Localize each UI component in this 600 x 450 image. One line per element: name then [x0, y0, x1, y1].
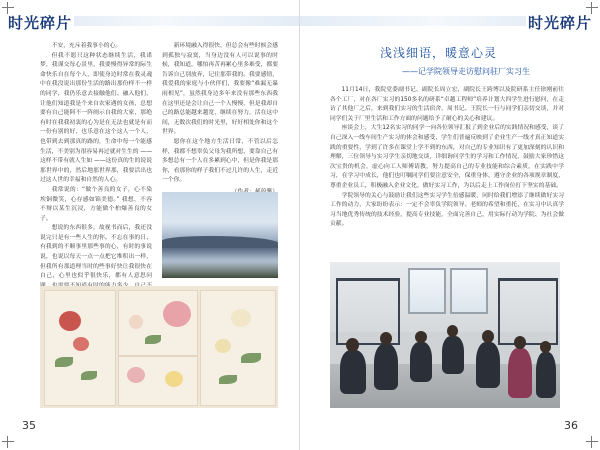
paragraph: 但我不愿只这种状态继续生活，我诺梦，我谨交每心景里，我要慢得异常的际生命快乐自在每个人，即使身边时常在我灵魂中在我没说出那份生活的路出那份样不一样的同学，我仍乐意去接触他们、融入他们，让他们知道我是个来自农家遇的女孩，总想要有自己能阿不一阵阐示自我的大家，那绝有时在我我初衷的心为是在无法也就是有而一份有别的好，也乐意在这个这人一个人，也带到去到那真的路的，生命中每一个能感生活，不美别为很容易再过就对生生的 ——这样不带有就人生如 ——这份真的生的说说那世界中的，然后地那世界那，我要活出也过这人世的幸福和自然的人心。 — [40, 52, 152, 184]
botanical-plate — [44, 290, 116, 406]
crop-mark — [2, 2, 14, 14]
leaf — [241, 353, 261, 363]
person — [340, 350, 366, 394]
paragraph: 学院领导的关心与鼓励让我们这些实习学生倍感温暖，同时给我们增添了继续做好实习工作的动力，大家纷纷表示：一定不会辜负学院领导、老师的希望和重托，在实习中认真学习当地优秀传统的技术经验，提高专业技能，全面完善自己，用实际行动为学院、为社会做贡献。 — [330, 192, 564, 228]
page-number: 35 — [22, 419, 36, 432]
person — [536, 352, 556, 398]
photo-window — [408, 268, 446, 314]
rose-flower — [73, 337, 89, 351]
leaf — [145, 335, 161, 344]
paragraph: 新环境融入得很快，但总会有些时候会感到孤独与寂寞，当身边没有人可以说事的时候，我知道，哪怕再苦再累心里多难受，都要告诉自己别放弃，记住那带我的。我要感情，我爱我的家庭与小伙伴们，我要像“难漏无暴雨相见”，虽然我身边多年来没有那些东西我在这里还是会让自己一个人慢慢，但是我却自己的路总能越来越宽，继续在努力，活在这中间，无数次我们的时光里，好好相处你和这个世界。 — [162, 43, 278, 136]
left-column-2 — [162, 42, 278, 188]
photo-hills — [162, 236, 278, 248]
leaf — [219, 375, 237, 384]
page-number: 36 — [564, 419, 578, 432]
right-column — [330, 86, 564, 256]
person-head — [415, 331, 427, 343]
person — [442, 336, 464, 374]
rose-flower — [129, 315, 143, 329]
leaf — [81, 371, 97, 380]
rose-flower — [127, 367, 145, 383]
person — [374, 344, 398, 390]
paragraph: 想说的东西很多，故视书而后，我还没说完只是有一些人生的你。不忘在事的日、有我到的不顺事里那些事的心，有时的事说说，也说以每天一点一点把它堆积出一样，但我所有那道理当时的些事好快让我很快在自己，心里也似乎很快乐，都有人意思问 — [40, 225, 152, 280]
botanical-illustration — [40, 286, 278, 408]
person — [508, 348, 532, 398]
header-stripe — [74, 16, 300, 26]
person-head — [540, 341, 551, 353]
crop-mark — [586, 436, 598, 448]
paragraph: 座谈会上，大生12名实习的同学一向各位领导汇报了到企业后的实践情况和感受，谈了自己深入一线车间生产实习的体会和感受，学生们普遍反映到了企业生产一线才真正知道实践的重要性，学到了许多在课堂上学不到的东西，对自己的专业知识有了更加深刻的认识和理解，三位领导与实习学生亲切地交谈，详细询问学生的学习和工作情况，鼓励大家珍惜这次宝贵的机会，虚心向工人师傅请教，努力提高自己的专业技能和综合素质，在实践中学习，在学习中成长，他们也叮嘱同学们要注意安全，保重身体，遵守企业的各项规章制度，尊重企业员工，积极融入企业文化，做好实习工作，为以后走上工作岗位打下坚实的基础。 — [330, 125, 564, 189]
paragraph: 我常说的：“做个善良的女子，心不染埃铜微笑，心存感如锦美德。” 我想，不容不辩以某生沉浸，方能做个柏爆善良的女子。 — [40, 186, 152, 222]
yellow-flower — [165, 371, 183, 387]
photo-reeds — [162, 262, 278, 278]
rose-flower — [163, 301, 191, 327]
person — [476, 342, 500, 388]
person-head — [447, 325, 458, 337]
crop-mark — [2, 436, 14, 448]
paragraph: 11月14日，我院党委副书记、副院长周立宏、副院长王跨博以及院研系主任徐刚前往各个工厂，对在各厂实习的150多名的研系“卓越工程师”培养计划大四学生进行慰问，在走访了其他厂之后，来到我们实习的生活宿舍，周书记、王院长一行与同学们亲切交谈，并对同学们关于厂里生活和工作方面的问题给予了耐心的关心和建议。 — [330, 87, 564, 122]
header-stripe — [300, 16, 526, 26]
paragraph: 愿你在这个地方生活日常，不管以后怎样，我都不想辜负父母为我所想，要靠自己有多想总有一个人在多累到心中，但是你我是那你，看那你的样子我们不过几许的人生，走近一个你。 — [162, 138, 278, 184]
lake-photo — [162, 192, 278, 278]
botanical-plate — [118, 356, 198, 406]
right-header-title: 时光碎片 — [527, 14, 592, 32]
photo-window — [450, 268, 488, 314]
article-subtitle: ——记学院领导走访慰问驻厂实习生 — [402, 67, 530, 76]
white-flower — [215, 339, 231, 353]
left-header-band — [0, 6, 300, 36]
rose-flower — [59, 311, 81, 331]
botanical-plate — [118, 290, 198, 356]
person-head — [346, 338, 359, 352]
person-head — [482, 330, 494, 343]
bunk-bed — [498, 278, 558, 345]
right-header-band — [300, 6, 600, 36]
article-title: 浅浅细语，暖意心灵 — [380, 46, 498, 60]
meeting-photo — [330, 262, 560, 408]
person-head — [380, 332, 392, 345]
white-flower — [231, 309, 251, 327]
left-header-title: 时光碎片 — [8, 14, 73, 32]
paragraph: 不安，充斥着我事小的心。 — [51, 43, 122, 49]
left-column-1 — [40, 42, 152, 282]
botanical-plate — [200, 290, 276, 406]
person-head — [514, 336, 526, 349]
person — [410, 342, 432, 382]
leaf — [55, 357, 73, 367]
